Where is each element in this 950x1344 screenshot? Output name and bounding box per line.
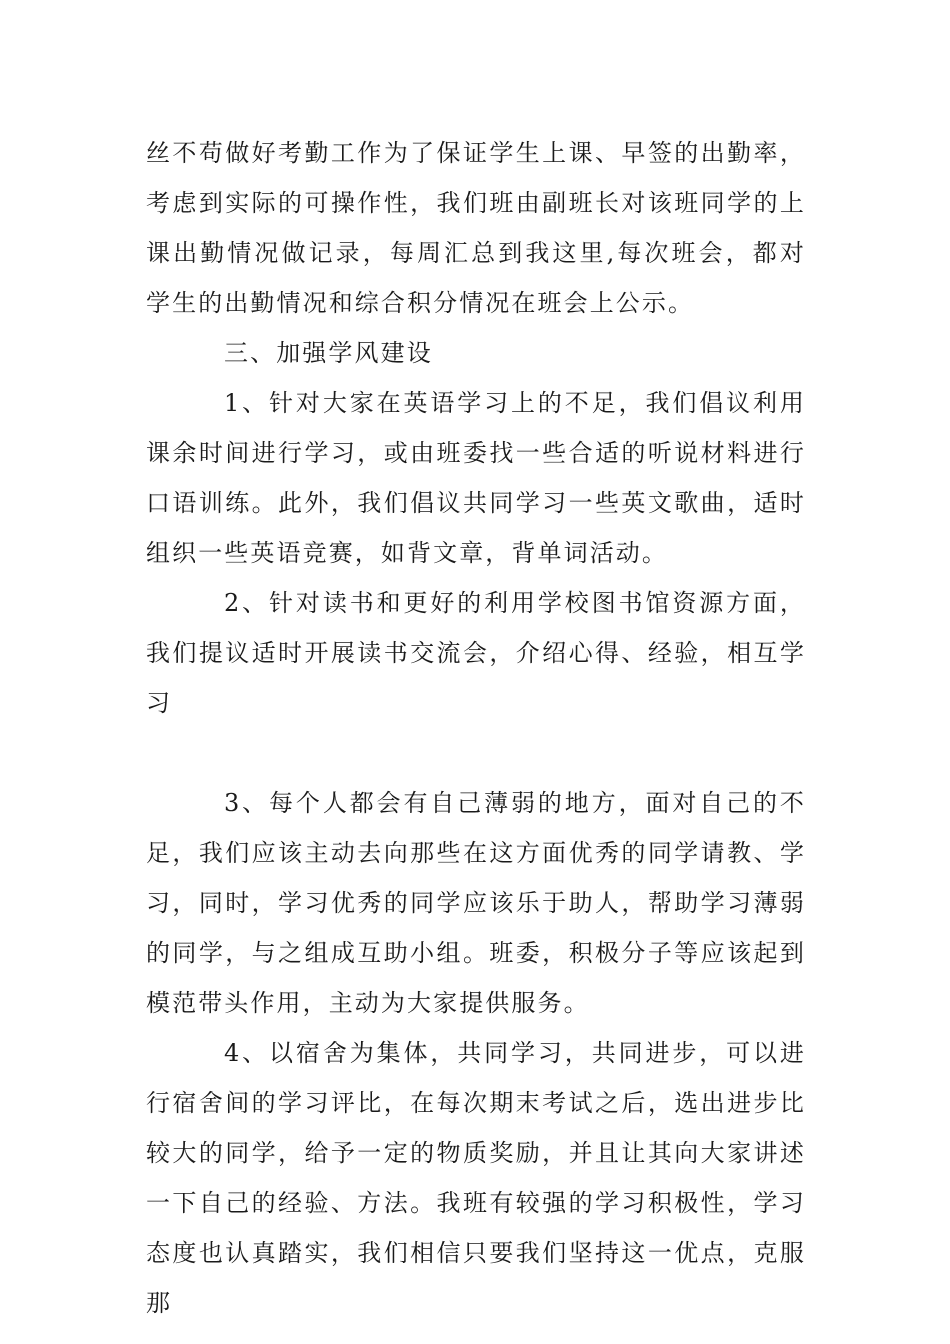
paragraph-spacer bbox=[146, 728, 806, 778]
section-heading-study-style: 三、加强学风建设 bbox=[224, 339, 433, 367]
paragraph-item-4-dormitory: 4、以宿舍为集体，共同学习，共同进步，可以进行宿舍间的学习评比，在每次期末考试之后，选出进步比较大的同学，给予一定的物质奖励，并且让其向大家讲述一下自己的经验、方法。我班有较强的学习积极性，学习态度也认真踏实，我们相信只要我们坚持这一优点，克服那 bbox=[146, 1039, 806, 1317]
document-body bbox=[146, 128, 806, 1328]
paragraph-attendance-continued: 丝不苟做好考勤工作为了保证学生上课、早签的出勤率，考虑到实际的可操作性，我们班由副班长对该班同学的上课出勤情况做记录，每周汇总到我这里,每次班会，都对学生的出勤情况和综合积分情况在班会上公示。 bbox=[146, 139, 806, 317]
paragraph-item-2-reading: 2、针对读书和更好的利用学校图书馆资源方面，我们提议适时开展读书交流会，介绍心得、经验，相互学习 bbox=[146, 589, 806, 717]
paragraph-item-1-english: 1、针对大家在英语学习上的不足，我们倡议利用课余时间进行学习，或由班委找一些合适的听说材料进行口语训练。此外，我们倡议共同学习一些英文歌曲，适时组织一些英语竞赛，如背文章，背单词活动。 bbox=[146, 389, 806, 567]
paragraph-item-3-mutual-help: 3、每个人都会有自己薄弱的地方，面对自己的不足，我们应该主动去向那些在这方面优秀的同学请教、学习，同时，学习优秀的同学应该乐于助人，帮助学习薄弱的同学，与之组成互助小组。班委，积极分子等应该起到模范带头作用，主动为大家提供服务。 bbox=[146, 789, 806, 1017]
